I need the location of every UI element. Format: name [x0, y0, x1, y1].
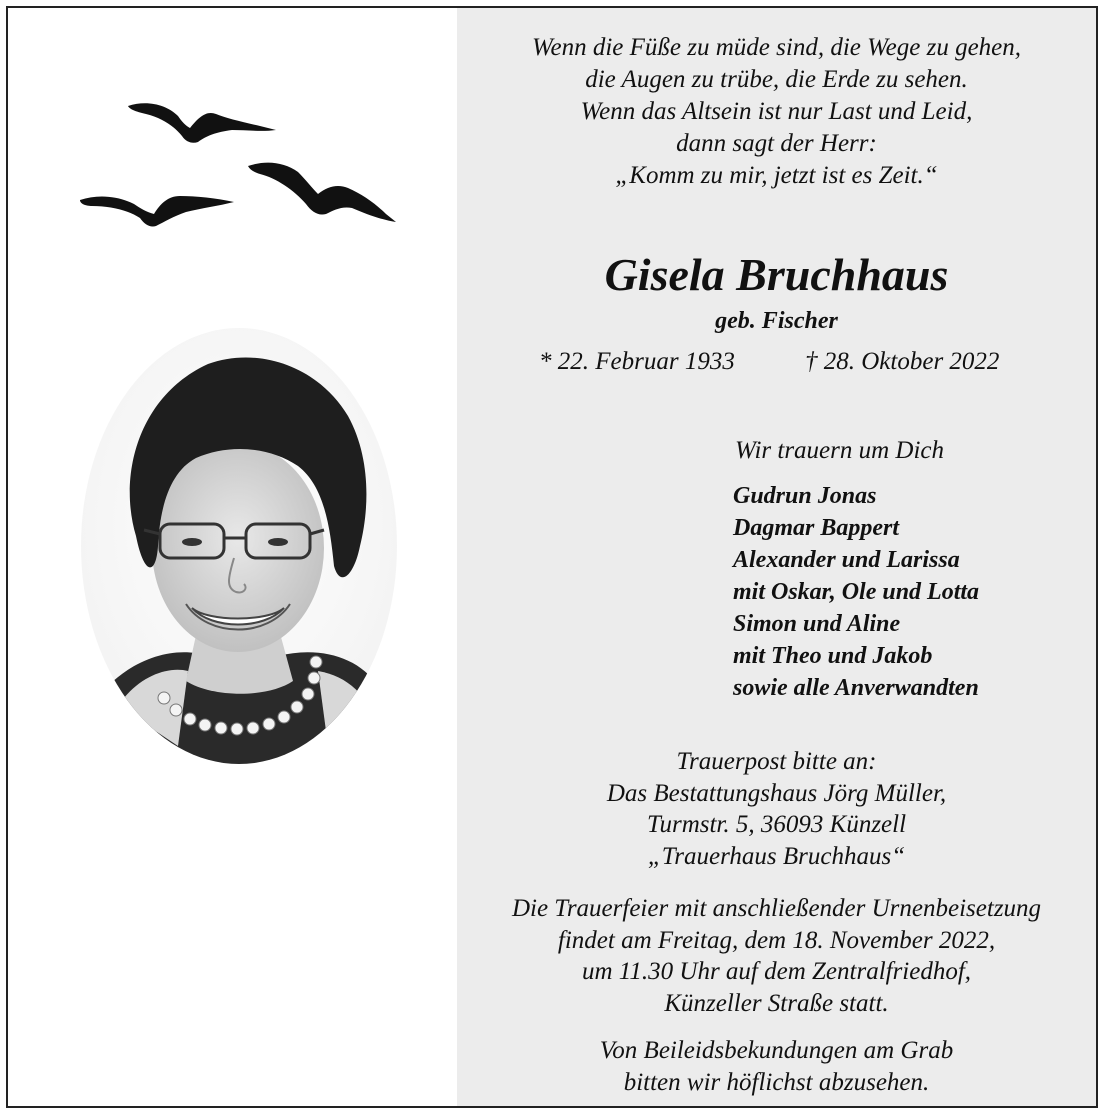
- mourner-name: mit Theo und Jakob: [733, 643, 933, 669]
- mourners-list: [733, 480, 979, 704]
- left-panel: [8, 8, 457, 1106]
- condolence-line: Von Beileidsbekundungen am Grab: [599, 1037, 954, 1064]
- condolence-line: bitten wir höflichst abzusehen.: [623, 1068, 930, 1096]
- mourner-name: Alexander und Larissa: [733, 547, 960, 573]
- flying-birds-icon: [66, 88, 396, 228]
- ceremony-line: Die Trauerfeier mit anschließender Urnenbeisetzung: [511, 895, 1042, 922]
- mourner-name: Simon und Aline: [733, 611, 901, 637]
- ceremony-line: findet am Freitag, dem 18. November 2022,: [557, 926, 996, 954]
- death-date: † 28. Oktober 2022: [805, 348, 1000, 375]
- ceremony-info: [457, 893, 1096, 1019]
- post-address: [457, 746, 1096, 872]
- memorial-poem: [457, 32, 1096, 192]
- mourner-name: Gudrun Jonas: [733, 483, 877, 509]
- address-line: Trauerpost bitte an:: [676, 748, 877, 775]
- mourner-name: mit Oskar, Ole und Lotta: [733, 579, 980, 605]
- poem-line: die Augen zu trübe, die Erde zu sehen.: [585, 66, 968, 93]
- mourner-name: sowie alle Anverwandten: [733, 675, 979, 701]
- right-panel: [457, 8, 1096, 1106]
- portrait-photo: [78, 326, 400, 766]
- address-line: Turmstr. 5, 36093 Künzell: [646, 811, 907, 838]
- poem-line: Wenn die Füße zu müde sind, die Wege zu gehen,: [531, 34, 1022, 61]
- ceremony-line: um 11.30 Uhr auf dem Zentralfriedhof,: [581, 958, 972, 985]
- obituary-notice: [6, 6, 1098, 1108]
- deceased-name: Gisela Bruchhaus: [604, 249, 949, 300]
- maiden-name: geb. Fischer: [715, 308, 838, 334]
- address-line: „Trauerhaus Bruchhaus“: [647, 842, 906, 870]
- mourning-intro: Wir trauern um Dich: [735, 437, 945, 464]
- poem-line: „Komm zu mir, jetzt ist es Zeit.“: [615, 162, 938, 189]
- mourner-name: Dagmar Bappert: [733, 515, 900, 541]
- poem-line: Wenn das Altsein ist nur Last und Leid,: [580, 98, 973, 125]
- address-line: Das Bestattungshaus Jörg Müller,: [606, 779, 947, 807]
- condolence-note: [457, 1035, 1096, 1098]
- poem-line: dann sagt der Herr:: [676, 130, 877, 157]
- ceremony-line: Künzeller Straße statt.: [664, 989, 889, 1017]
- birth-date: * 22. Februar 1933: [539, 348, 735, 375]
